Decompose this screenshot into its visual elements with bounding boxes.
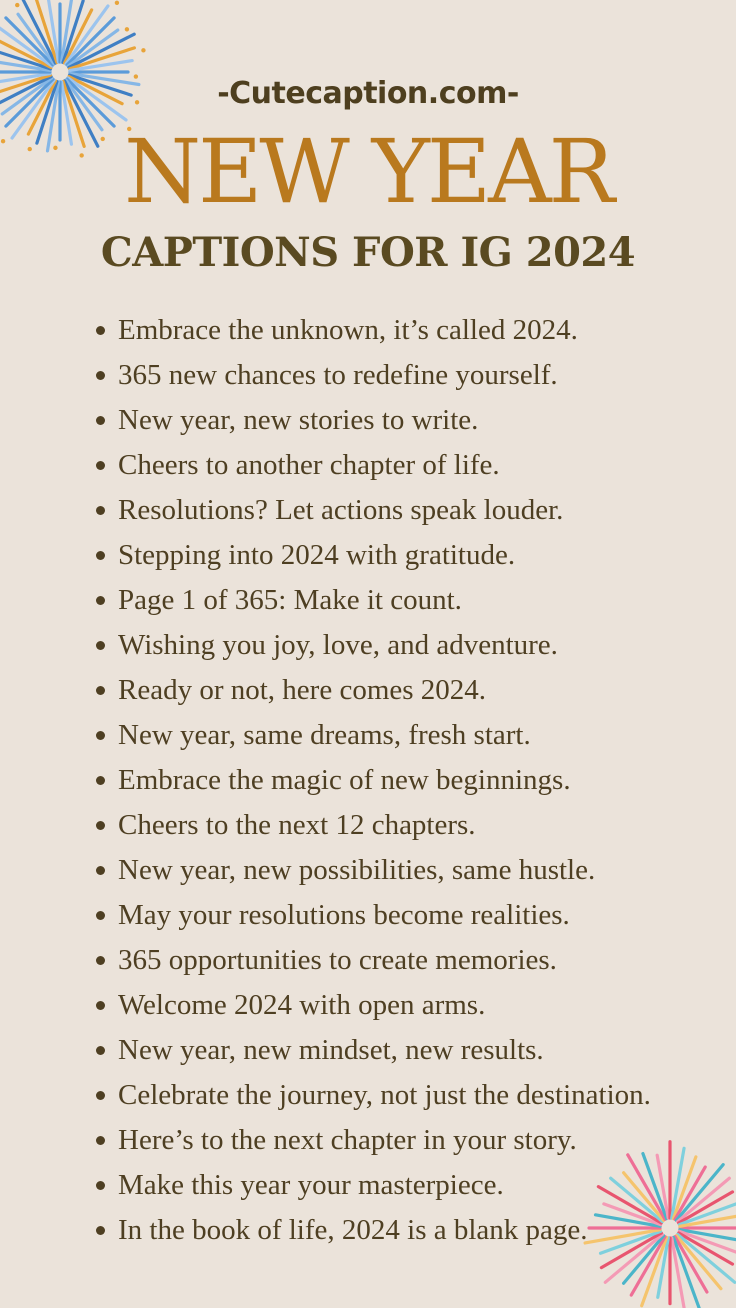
bullet-icon [96,866,105,875]
list-item [94,353,651,398]
list-item [94,713,651,758]
bullet-icon [96,956,105,965]
bullet-icon [96,1226,105,1235]
bullet-icon [96,551,105,560]
caption-text: 365 opportunities to create memories. [118,944,557,976]
caption-text: Make this year your masterpiece. [118,1169,504,1201]
caption-text: New year, new possibilities, same hustle. [118,854,596,886]
caption-text: New year, same dreams, fresh start. [118,719,531,751]
bullet-icon [96,641,105,650]
list-item [94,803,651,848]
bullet-icon [96,1136,105,1145]
caption-text: New year, new mindset, new results. [118,1034,544,1066]
list-item [94,758,651,803]
bullet-icon [96,326,105,335]
bullet-icon [96,371,105,380]
list-item [94,938,651,983]
caption-text: Page 1 of 365: Make it count. [118,584,462,616]
bullet-icon [96,686,105,695]
list-item [94,488,651,533]
bullet-icon [96,416,105,425]
list-item [94,893,651,938]
caption-text: 365 new chances to redefine yourself. [118,359,558,391]
bullet-icon [96,821,105,830]
caption-text: May your resolutions become realities. [118,899,570,931]
bullet-icon [96,596,105,605]
bullet-icon [96,1091,105,1100]
list-item [94,623,651,668]
list-item [94,1163,651,1208]
caption-text: Embrace the unknown, it’s called 2024. [118,314,578,346]
list-item [94,848,651,893]
bullet-icon [96,731,105,740]
bullet-icon [96,461,105,470]
caption-text: Resolutions? Let actions speak louder. [118,494,564,526]
site-watermark: -Cutecaption.com- [217,76,519,111]
list-item [94,443,651,488]
caption-text: Cheers to the next 12 chapters. [118,809,476,841]
page-title: NEW YEAR [124,120,612,223]
caption-text: Ready or not, here comes 2024. [118,674,487,706]
bullet-icon [96,1181,105,1190]
list-item [94,398,651,443]
caption-text: In the book of life, 2024 is a blank page. [118,1214,588,1246]
caption-list [94,308,651,1253]
list-item [94,533,651,578]
caption-text: New year, new stories to write. [118,404,479,436]
caption-text: Wishing you joy, love, and adventure. [118,629,558,661]
bullet-icon [96,911,105,920]
list-item [94,1028,651,1073]
list-item [94,668,651,713]
caption-text: Cheers to another chapter of life. [118,449,500,481]
list-item [94,1073,651,1118]
bullet-icon [96,506,105,515]
list-item [94,578,651,623]
caption-text: Here’s to the next chapter in your story. [118,1124,577,1156]
list-item [94,1118,651,1163]
caption-text: Stepping into 2024 with gratitude. [118,539,516,571]
bullet-icon [96,1001,105,1010]
bullet-icon [96,776,105,785]
caption-text: Celebrate the journey, not just the destination. [118,1079,651,1111]
bullet-icon [96,1046,105,1055]
page-subtitle: CAPTIONS FOR IG 2024 [100,229,636,276]
list-item [94,1208,651,1253]
caption-text: Embrace the magic of new beginnings. [118,764,571,796]
caption-text: Welcome 2024 with open arms. [118,989,486,1021]
list-item [94,983,651,1028]
list-item [94,308,651,353]
